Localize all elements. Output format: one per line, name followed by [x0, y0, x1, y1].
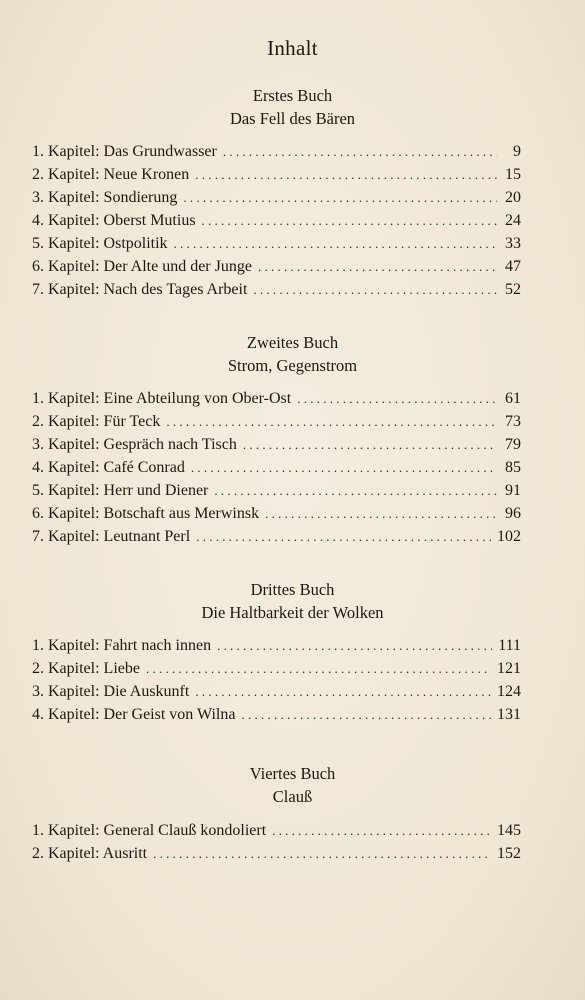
chapter-title: 1. Kapitel: Das Grundwasser — [32, 143, 217, 160]
chapter-title: 2. Kapitel: Ausritt — [32, 845, 148, 862]
leader-dots — [258, 255, 497, 278]
page-number: 52 — [505, 281, 521, 298]
chapter-title: 6. Kapitel: Der Alte und der Junge — [32, 258, 252, 275]
toc-entry[interactable] — [32, 819, 521, 842]
leader-dots — [214, 479, 497, 502]
chapter-title: 2. Kapitel: Liebe — [32, 660, 140, 677]
chapter-list — [32, 634, 521, 726]
book-subtitle: Clauß — [272, 787, 313, 806]
toc-entry[interactable] — [32, 163, 521, 186]
leader-dots — [195, 163, 497, 186]
chapter-list — [32, 387, 521, 548]
book-subtitle: Strom, Gegenstrom — [227, 356, 358, 375]
book-name: Erstes Buch — [252, 86, 333, 105]
toc-entry[interactable] — [32, 479, 521, 502]
leader-dots — [174, 232, 497, 255]
toc-entry[interactable] — [32, 657, 521, 680]
book-heading — [0, 762, 585, 808]
chapter-title: 4. Kapitel: Der Geist von Wilna — [32, 706, 236, 723]
page-number: 20 — [505, 189, 521, 206]
chapter-title: 7. Kapitel: Leutnant Perl — [32, 528, 191, 545]
toc-entry[interactable] — [32, 525, 521, 548]
book-heading — [0, 331, 585, 377]
leader-dots — [243, 433, 497, 456]
page-number: 121 — [497, 660, 521, 677]
chapter-title: 3. Kapitel: Sondierung — [32, 189, 178, 206]
chapter-title: 1. Kapitel: Eine Abteilung von Ober-Ost — [32, 390, 292, 407]
chapter-list — [32, 819, 521, 865]
leader-dots — [202, 209, 497, 232]
toc-entry[interactable] — [32, 680, 521, 703]
toc-entry[interactable] — [32, 387, 521, 410]
toc-entry[interactable] — [32, 278, 521, 301]
page-number: 85 — [505, 459, 521, 476]
toc-entry[interactable] — [32, 703, 521, 726]
page-number: 111 — [498, 637, 521, 654]
toc-entry[interactable] — [32, 842, 521, 865]
leader-dots — [196, 525, 491, 548]
toc-entry[interactable] — [32, 186, 521, 209]
chapter-title: 2. Kapitel: Für Teck — [32, 413, 161, 430]
toc-entry[interactable] — [32, 410, 521, 433]
page-number: 91 — [505, 482, 521, 499]
leader-dots — [253, 278, 497, 301]
chapter-list — [32, 140, 521, 301]
chapter-title: 4. Kapitel: Oberst Mutius — [32, 212, 196, 229]
page-number: 9 — [513, 143, 521, 160]
chapter-title: 6. Kapitel: Botschaft aus Merwinsk — [32, 505, 260, 522]
toc-entry[interactable] — [32, 456, 521, 479]
book-subtitle: Die Haltbarkeit der Wolken — [201, 603, 384, 622]
book-subtitle: Das Fell des Bären — [229, 109, 356, 128]
toc-entry[interactable] — [32, 209, 521, 232]
leader-dots — [153, 842, 491, 865]
page-number: 79 — [505, 436, 521, 453]
page-number: 96 — [505, 505, 521, 522]
leader-dots — [166, 410, 497, 433]
page-number: 73 — [505, 413, 521, 430]
page-title: Inhalt — [267, 36, 318, 60]
leader-dots — [297, 387, 497, 410]
chapter-title: 7. Kapitel: Nach des Tages Arbeit — [32, 281, 248, 298]
toc-entry[interactable] — [32, 502, 521, 525]
page-number: 15 — [505, 166, 521, 183]
chapter-title: 2. Kapitel: Neue Kronen — [32, 166, 190, 183]
leader-dots — [146, 657, 491, 680]
leader-dots — [195, 680, 491, 703]
page-number: 102 — [497, 528, 521, 545]
leader-dots — [265, 502, 497, 525]
book-name: Zweites Buch — [246, 333, 339, 352]
chapter-title: 3. Kapitel: Die Auskunft — [32, 683, 190, 700]
toc-entry[interactable] — [32, 433, 521, 456]
toc-entry[interactable] — [32, 232, 521, 255]
chapter-title: 1. Kapitel: Fahrt nach innen — [32, 637, 212, 654]
book-heading — [0, 84, 585, 130]
chapter-title: 5. Kapitel: Ostpolitik — [32, 235, 168, 252]
leader-dots — [272, 819, 491, 842]
leader-dots — [241, 703, 491, 726]
leader-dots — [223, 140, 497, 163]
book-name: Viertes Buch — [249, 764, 336, 783]
chapter-title: 1. Kapitel: General Clauß kondoliert — [32, 822, 267, 839]
toc-entry[interactable] — [32, 140, 521, 163]
page-number: 145 — [497, 822, 521, 839]
page-number: 24 — [505, 212, 521, 229]
chapter-title: 3. Kapitel: Gespräch nach Tisch — [32, 436, 237, 453]
chapter-title: 4. Kapitel: Café Conrad — [32, 459, 185, 476]
page-number: 33 — [505, 235, 521, 252]
leader-dots — [217, 634, 492, 657]
leader-dots — [183, 186, 497, 209]
toc-entry[interactable] — [32, 634, 521, 657]
page-number: 124 — [497, 683, 521, 700]
leader-dots — [191, 456, 497, 479]
chapter-title: 5. Kapitel: Herr und Diener — [32, 482, 209, 499]
page-number: 61 — [505, 390, 521, 407]
book-name: Drittes Buch — [250, 580, 335, 599]
toc-entry[interactable] — [32, 255, 521, 278]
page-number: 47 — [505, 258, 521, 275]
book-heading — [0, 578, 585, 624]
page-number: 131 — [497, 706, 521, 723]
page-number: 152 — [497, 845, 521, 862]
